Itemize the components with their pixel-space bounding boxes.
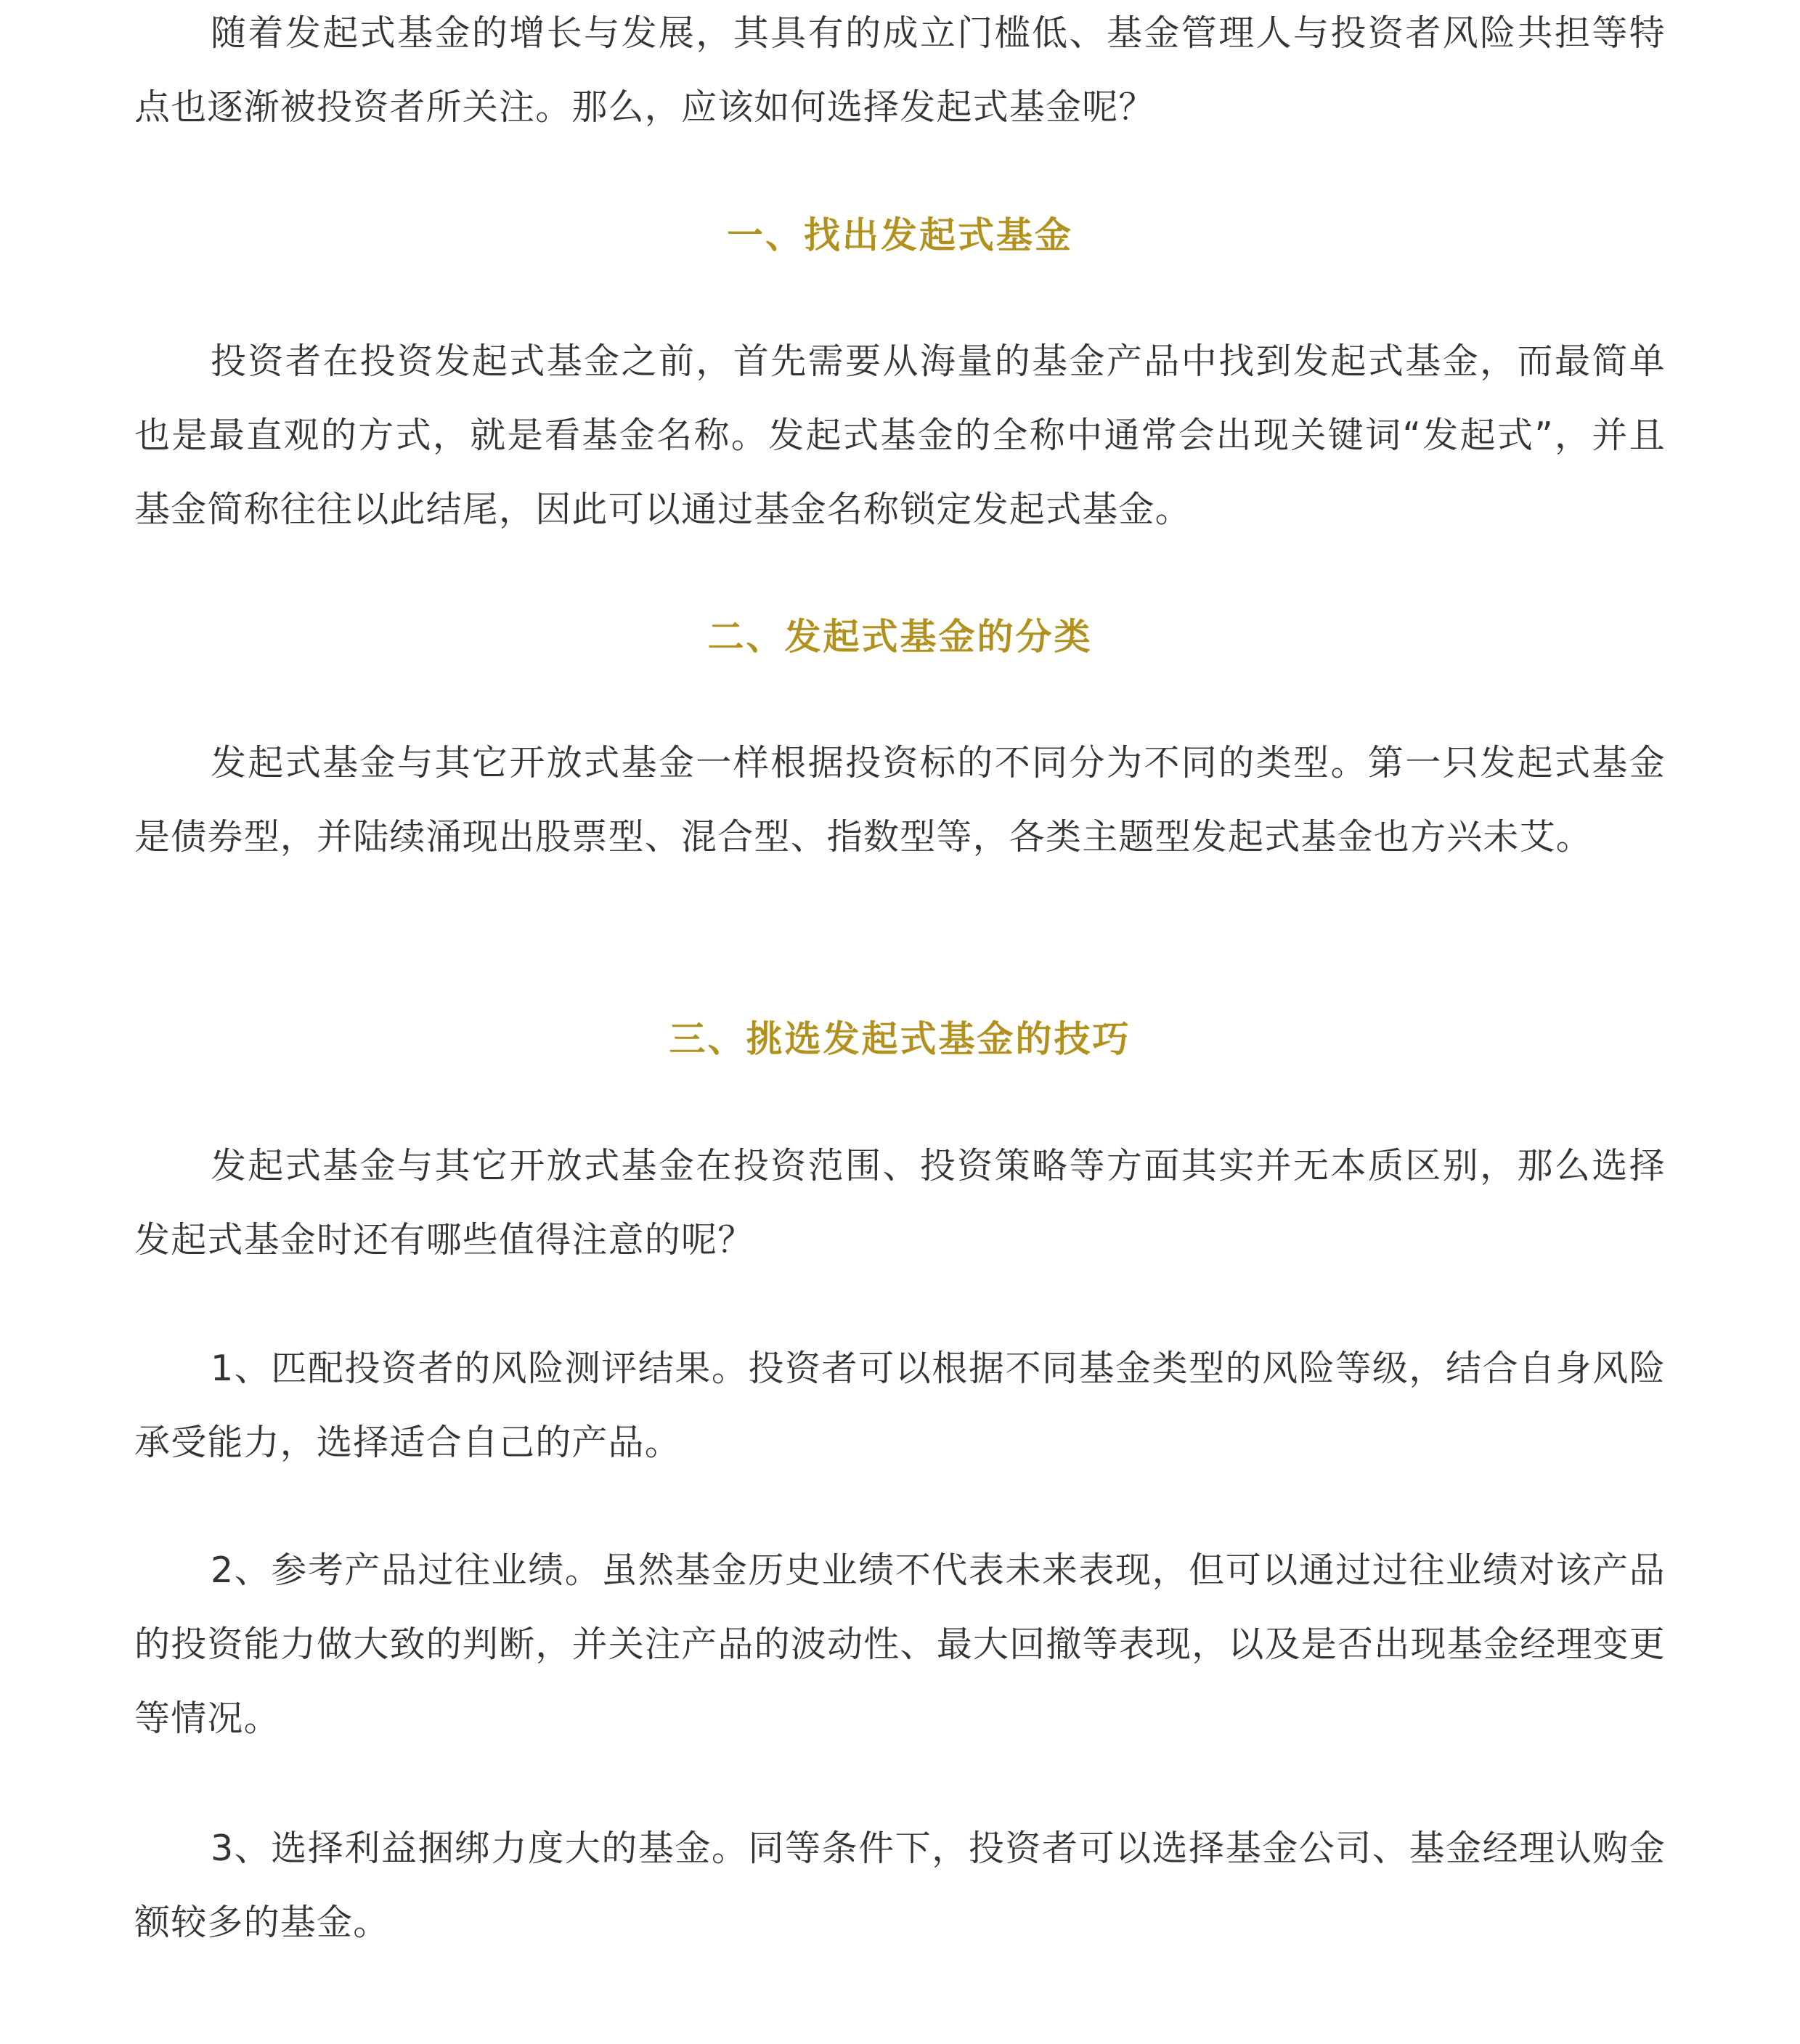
- section-paragraph-classification: 发起式基金与其它开放式基金一样根据投资标的不同分为不同的类型。第一只发起式基金是债券型，并陆续涌现出股票型、混合型、指数型等，各类主题型发起式基金也方兴未艾。: [134, 742, 1666, 858]
- section-paragraph-find: 投资者在投资发起式基金之前，首先需要从海量的基金产品中找到发起式基金，而最简单也是最直观的方式，就是看基金名称。发起式基金的全称中通常会出现关键词“发起式”，并且基金简称往往以此结尾，因此可以通过基金名称锁定发起式基金。: [134, 341, 1666, 530]
- section-heading-find: 一、找出发起式基金: [727, 214, 1073, 256]
- tip-item-interest-binding: 3、选择利益捆绑力度大的基金。同等条件下，投资者可以选择基金公司、基金经理认购金额较多的基金。: [134, 1828, 1666, 1943]
- tip-item-risk-match: 1、匹配投资者的风险测评结果。投资者可以根据不同基金类型的风险等级，结合自身风险承受能力，选择适合自己的产品。: [134, 1348, 1666, 1463]
- intro-paragraph: 随着发起式基金的增长与发展，其具有的成立门槛低、基金管理人与投资者风险共担等特点也逐渐被投资者所关注。那么，应该如何选择发起式基金呢？: [134, 12, 1666, 128]
- section-heading-tips: 三、挑选发起式基金的技巧: [669, 1018, 1131, 1060]
- tip-item-past-performance: 2、参考产品过往业绩。虽然基金历史业绩不代表未来表现，但可以通过过往业绩对该产品的投资能力做大致的判断，并关注产品的波动性、最大回撤等表现，以及是否出现基金经理变更等情况。: [134, 1550, 1666, 1739]
- section-paragraph-tips-intro: 发起式基金与其它开放式基金在投资范围、投资策略等方面其实并无本质区别，那么选择发起式基金时还有哪些值得注意的呢？: [134, 1145, 1666, 1261]
- section-heading-classification: 二、发起式基金的分类: [707, 616, 1093, 658]
